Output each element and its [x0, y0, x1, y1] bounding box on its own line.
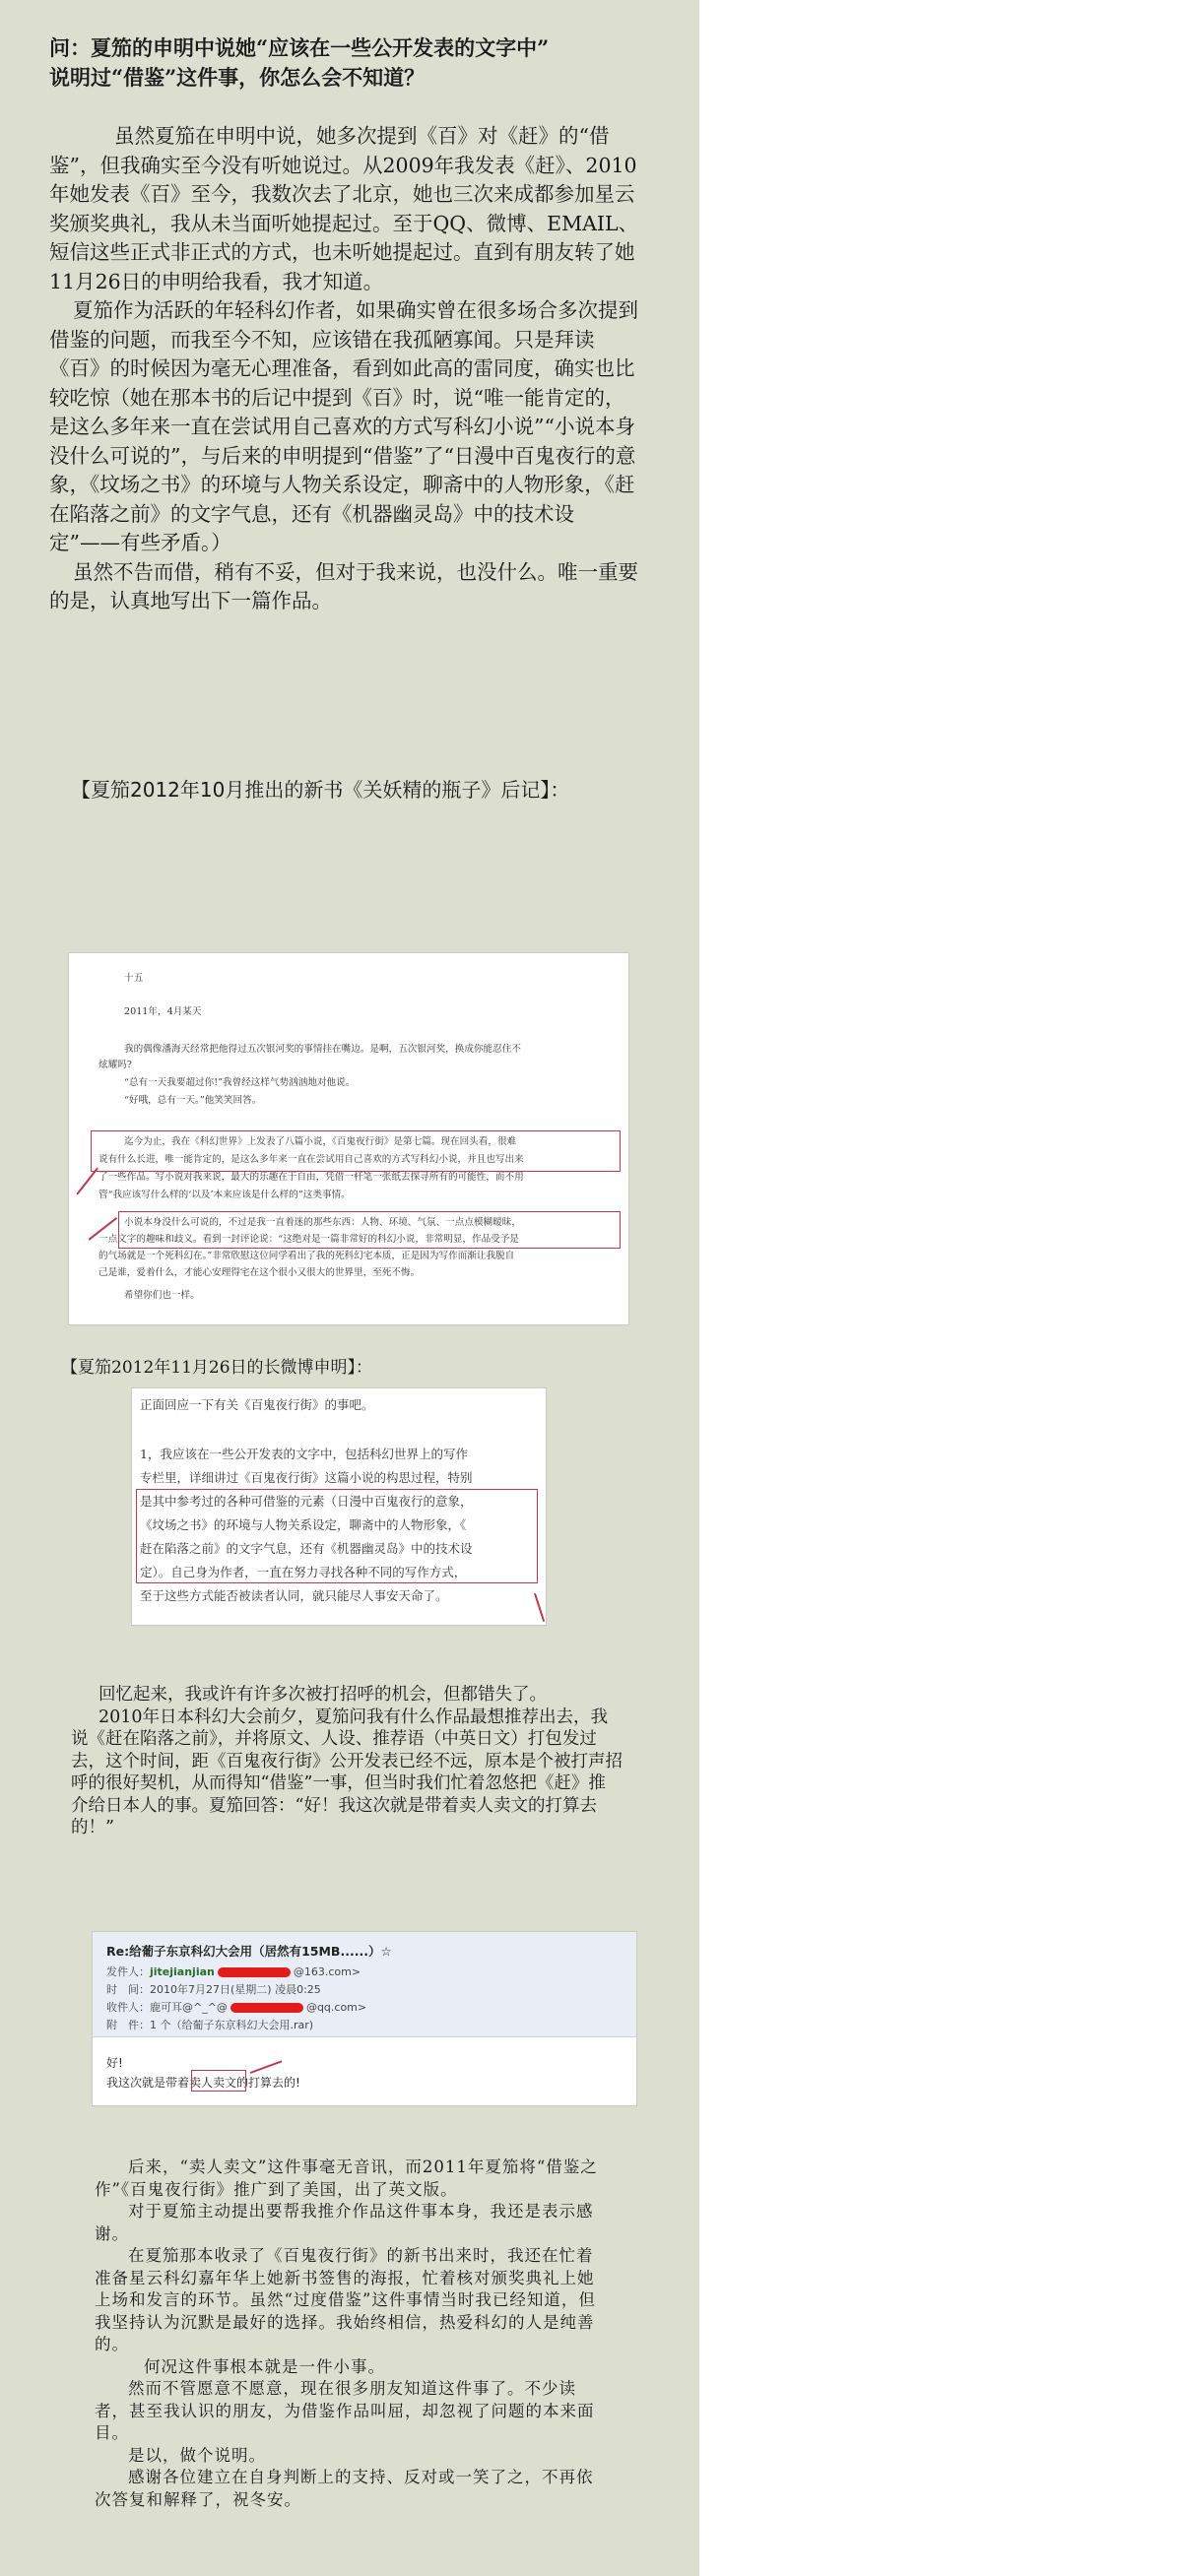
intro-paragraph-3: 虽然不告而借，稍有不妥，但对于我来说，也没什么。唯一重要的是，认真地写出下一篇作品。: [49, 559, 638, 612]
weibo-line: 正面回应一下有关《百鬼夜行街》的事吧。: [140, 1397, 374, 1412]
closing-paragraph-4: 何况这件事根本就是一件小事。: [144, 2356, 385, 2376]
closing-text: [95, 2157, 599, 2511]
weibo-line: 专栏里，详细讲过《百鬼夜行街》这篇小说的构思过程，特别: [140, 1470, 473, 1485]
email-recipient-row: [106, 1999, 366, 2015]
excerpt-line: 一点文字的趣味和歧义。看到一封评论说：“这绝对是一篇非常好的科幻小说，非常明显，作品受予是: [98, 1234, 520, 1245]
closing-paragraph-5: 然而不管愿意不愿意，现在很多朋友知道这件事了。不少读者，甚至我认识的朋友，为借鉴作品叫屈，却忽视了问题的本来面目。: [95, 2379, 595, 2442]
weibo-line: 《坟场之书》的环境与人物关系设定，聊斋中的人物形象，《: [140, 1517, 467, 1532]
excerpt-line: 说有什么长进，唯一能肯定的，是这么多年来一直在尝试用自己喜欢的方式写科幻小说，并且也写出来: [98, 1154, 524, 1165]
email-time-row: [106, 1981, 321, 1997]
email-subject: Re:给葡子东京科幻大会用（居然有15MB......）☆: [106, 1944, 392, 1959]
red-arrow-icon: [250, 2060, 282, 2073]
recall-paragraph-1: 回忆起来，我或许有许多次被打招呼的机会，但都错失了。: [98, 1685, 547, 1705]
question-line-1: 问：夏笳的申明中说她“应该在一些公开发表的文字中”: [49, 35, 550, 60]
email-attachment-row: [106, 2017, 313, 2032]
weibo-line: 赶在陷落之前》的文字气息，还有《机器幽灵岛》中的技术设: [140, 1541, 473, 1556]
attachment-value[interactable]: 1 个（给葡子东京科幻大会用.rar): [150, 2019, 314, 2031]
weibo-line: 至于这些方式能否被读者认同，就只能尽人事安天命了。: [140, 1588, 448, 1603]
excerpt-date: 2011年，4月某天: [124, 1006, 202, 1017]
closing-paragraph-3: 在夏笳那本收录了《百鬼夜行街》的新书出来时，我还在忙着准备星云科幻嘉年华上她新书签售的海报，忙着核对颁奖典礼上她上场和发言的环节。虽然“过度借鉴”这件事情当时我已经知道，但我坚持认为沉默是最好的选择。我始终相信，热爱科幻的人是纯善的。: [95, 2246, 596, 2353]
intro-text: [49, 122, 640, 616]
weibo-line: 1，我应该在一些公开发表的文字中，包括科幻世界上的写作: [140, 1447, 468, 1461]
excerpt-line: 小说本身没什么可说的，不过是我一直着迷的那些东西：人物、环境、气氛、一点点模糊暧昧，: [124, 1217, 521, 1228]
highlight-box: [91, 1130, 621, 1172]
weibo-line: 是其中参考过的各种可借鉴的元素（日漫中百鬼夜行的意象，: [140, 1494, 473, 1509]
question-line-2: 说明过“借鉴”这件事，你怎么会不知道？: [49, 65, 426, 90]
closing-paragraph-2: 对于夏笳主动提出要帮我推介作品这件事本身，我还是表示感谢。: [95, 2202, 594, 2243]
red-arrow-icon: [534, 1593, 545, 1622]
closing-paragraph-7: 感谢各位建立在自身判断上的支持、反对或一笑了之，不再依次答复和解释了，祝冬安。: [95, 2468, 594, 2509]
recipient-label: 收件人：: [106, 2001, 150, 2014]
book-afterword-heading: 【夏笳2012年10月推出的新书《关妖精的瓶子》后记】：: [71, 778, 570, 802]
time-value: 2010年7月27日(星期二) 凌晨0:25: [150, 1983, 321, 1996]
redacted-mark: [218, 1967, 291, 1977]
book-afterword-screenshot: [69, 953, 628, 1324]
recall-text: [71, 1684, 623, 1839]
intro-paragraph-2: 夏笳作为活跃的年轻科幻作者，如果确实曾在很多场合多次提到借鉴的问题，而我至今不知，应该错在我孤陋寡闻。只是拜读《百》的时候因为毫无心理准备，看到如此高的雷同度，确实也比较吃惊（她在那本书的后记中提到《百》时，说“唯一能肯定的，是这么多年来一直在尝试用自己喜欢的方式写科幻小说”“小说本身没什么可说的”，与后来的申明提到“借鉴”了“日漫中百鬼夜行的意象，《坟场之书》的环境与人物关系设定，聊斋中的人物形象，《赶在陷落之前》的文字气息，还有《机器幽灵岛》中的技术设定”——有些矛盾。）: [49, 298, 638, 554]
email-body-line-1: 好!: [106, 2056, 123, 2070]
weibo-statement-screenshot: [132, 1388, 546, 1625]
chapter-number: 十五: [124, 973, 144, 984]
highlight-box: [191, 2070, 246, 2092]
excerpt-line: “好哦，总有一天。”他笑笑回答。: [124, 1095, 262, 1106]
intro-paragraph-1: 虽然夏笳在申明中说，她多次提到《百》对《赶》的“借鉴”，但我确实至今没有听她说过。从2009年我发表《赶》、2010年她发表《百》至今，我数次去了北京，她也三次来成都参加星云奖颁奖典礼，我从未当面听她提起过。至于QQ、微博、EMAIL、短信这些正式非正式的方式，也未听她提起过。直到有朋友转了她11月26日的申明给我看，我才知道。: [49, 124, 639, 293]
highlight-box: [118, 1211, 621, 1249]
excerpt-line: “总有一天我要超过你!”我曾经这样气势汹汹地对他说。: [124, 1077, 356, 1088]
email-screenshot: [93, 1932, 636, 2105]
excerpt-line: 迄今为止，我在《科幻世界》上发表了八篇小说，《百鬼夜行街》是第七篇。现在回头看，很难: [124, 1136, 517, 1147]
time-label: 时 间：: [106, 1983, 150, 1996]
red-arrow-icon: [76, 1167, 98, 1194]
sender-name[interactable]: jitejianjian: [150, 1965, 215, 1978]
email-sender-row: [106, 1964, 361, 1979]
excerpt-line: 我的偶像潘海天经常把他得过五次银河奖的事情挂在嘴边。是啊，五次银河奖，换成你能忍住不: [124, 1044, 521, 1055]
redacted-mark: [230, 2003, 303, 2013]
excerpt-line: 的气场就是一个死科幻在。”非常欣慰这位同学看出了我的死科幻宅本质，正是因为写作而渐让我脱自: [98, 1251, 515, 1261]
sender-domain: @163.com>: [293, 1965, 361, 1978]
sender-label: 发件人：: [106, 1965, 150, 1978]
excerpt-line: 了一些作品。写小说对我来说，最大的乐趣在于自由，凭借一杆笔一张纸去探寻所有的可能性，而不用: [98, 1172, 524, 1183]
highlight-box: [136, 1489, 538, 1583]
email-body-line-2: 我这次就是带着卖人卖文的打算去的!: [106, 2076, 300, 2090]
closing-paragraph-1: 后来，“卖人卖文”这件事毫无音讯，而2011年夏笳将“借鉴之作”《百鬼夜行街》推广到了美国，出了英文版。: [95, 2157, 598, 2199]
excerpt-line: 炫耀吗?: [98, 1060, 132, 1070]
excerpt-line: 希望你们也一样。: [124, 1290, 200, 1301]
question-heading: [49, 33, 660, 93]
closing-paragraph-6: 是以，做个说明。: [128, 2445, 266, 2465]
recall-paragraph-2: 2010年日本科幻大会前夕，夏笳问我有什么作品最想推荐出去，我说《赶在陷落之前》，并将原文、人设、推荐语（中英日文）打包发过去，这个时间，距《百鬼夜行街》公开发表已经不远，原本是个被打声招呼的很好契机，从而得知“借鉴”一事，但当时我们忙着忽悠把《赶》推介给日本人的事。夏笳回答：“好！我这次就是带着卖人卖文的打算去的！”: [71, 1707, 623, 1837]
excerpt-line: 己是谁，爱着什么，才能心安理得宅在这个很小又很大的世界里，至死不悔。: [98, 1267, 421, 1278]
recipient-name[interactable]: 鹿可耳@^_^@: [150, 2001, 228, 2014]
recipient-domain: @qq.com>: [305, 2001, 367, 2014]
attachment-label: 附 件：: [106, 2019, 150, 2031]
weibo-line: 定）。自己身为作者，一直在努力寻找各种不同的写作方式，: [140, 1565, 467, 1579]
weibo-statement-heading: 【夏笳2012年11月26日的长微博申明】：: [61, 1358, 373, 1378]
excerpt-line: 管“我应该写什么样的‘以及’本来应该是什么样的”这类事情。: [98, 1190, 351, 1200]
